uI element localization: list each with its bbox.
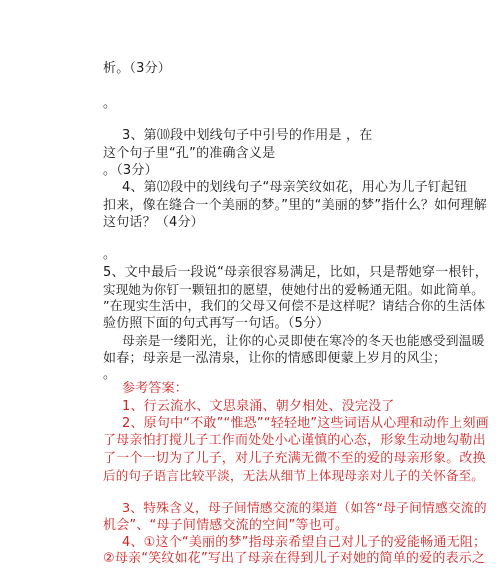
text-line: 这句话？（4分）	[103, 215, 204, 230]
answer-2: 2、原句中“不敢”“惟恐”“轻轻地”这些词语从心理和动作上刻画	[122, 416, 489, 431]
text-line: 。	[103, 247, 117, 262]
answer-line: 了母亲怕打搅儿子工作而处处小心谨慎的心态，形象生动地勾勒出	[103, 433, 486, 448]
question-3-line: 3、第⑽段中划线句子中引号的作用是 ，在	[122, 128, 373, 143]
example-sentence-line: 母亲是一缕阳光，让你的心灵即使在寒冷的冬天也能感受到温暖	[122, 334, 485, 349]
answer-line: ②母亲“笑纹如花”写出了母亲在得到儿子对她的简单的爱的表示之	[103, 551, 486, 566]
example-sentence-line: 如春；母亲是一泓清泉，让你的情感即便蒙上岁月的风尘；	[103, 351, 447, 366]
text-line: 实现她为你钉一颗钮扣的愿望，使她付出的爱畅通无阻。如此简单。	[103, 282, 485, 297]
answer-line: 了一个一切为了儿子，对儿子充满无微不至的爱的母亲形象。改换	[103, 451, 486, 466]
question-5-line: 5、文中最后一段说“母亲很容易满足，比如，只是帮她穿一根针，	[103, 265, 489, 280]
answer-heading: 参考答案：	[122, 381, 189, 396]
answer-1: 1、行云流水、文思泉涌、朝夕相处、没完没了	[122, 399, 395, 414]
text-line: 。（3分）	[103, 163, 158, 178]
text-line: 扣来，像在缝合一个美丽的梦。”里的“美丽的梦”指什么？如何理解	[103, 198, 487, 213]
text-line: 析。（3分）	[103, 61, 171, 76]
text-line: 。	[103, 367, 117, 382]
answer-4: 4、①这个“美丽的梦”指母亲希望自己对儿子的爱能畅通无阻；	[122, 535, 487, 550]
text-line: ”在现实生活中，我们的父母又何偿不是这样呢？请结合你的生活体	[103, 299, 486, 314]
text-line: 这个句子里“孔”的准确含义是	[103, 146, 276, 161]
answer-line: 后的句子语言比较平淡，无法从细节上体现母亲对儿子的关怀备至。	[103, 468, 485, 483]
answer-line: 机会”、“母子间情感交流的空间”等也可。	[103, 518, 349, 533]
text-line: 验仿照下面的句式再写一句话。（5分）	[103, 316, 330, 331]
text-line: 。	[103, 96, 117, 111]
question-4-line: 4、第⑿段中的划线句子“母亲笑纹如花，用心为儿子钉起钮	[122, 180, 468, 195]
answer-3: 3、特殊含义，母子间情感交流的渠道（如答“母子间情感交流的	[122, 501, 487, 516]
